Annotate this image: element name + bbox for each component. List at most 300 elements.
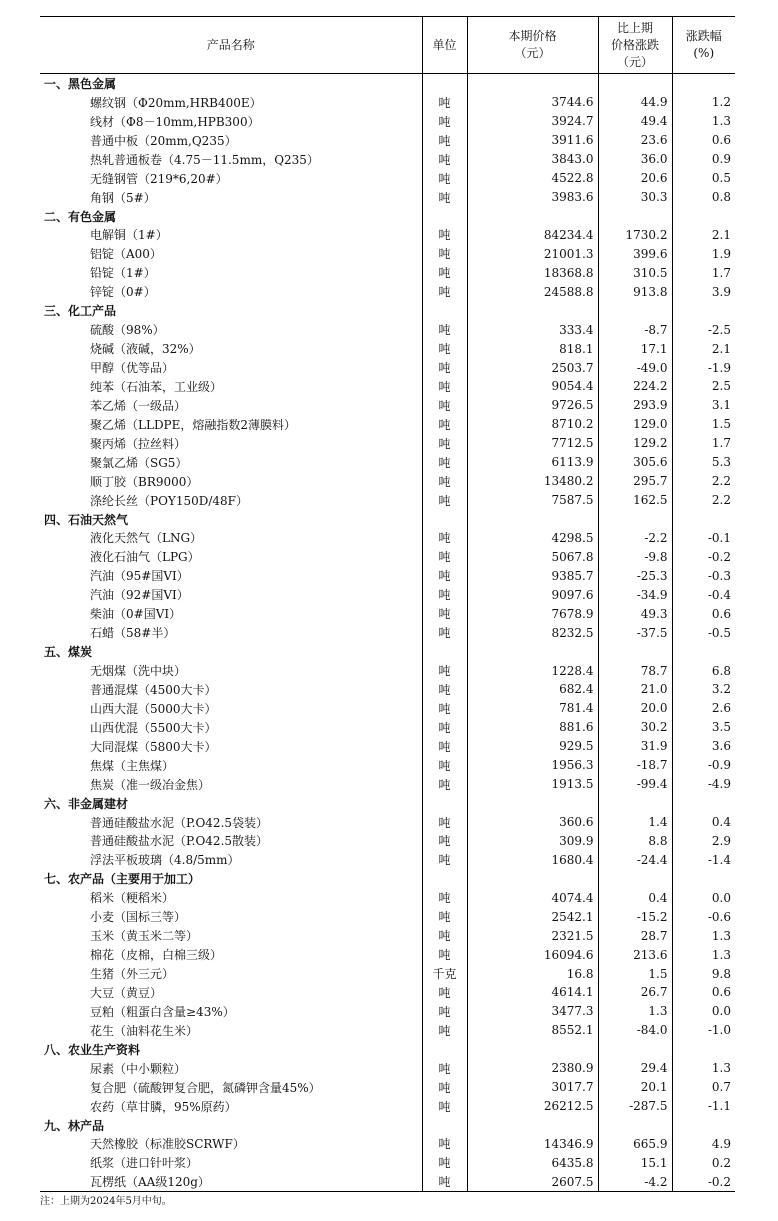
product-name: 山西优混（5500大卡）	[90, 720, 217, 735]
product-name: 汽油（92#国VI）	[90, 588, 189, 603]
pct-cell: 1.3	[672, 112, 735, 131]
table-row	[40, 926, 735, 945]
table-row	[40, 282, 735, 301]
table-row	[40, 396, 735, 415]
change-cell: -9.8	[598, 547, 672, 566]
price-cell: 333.4	[467, 320, 598, 339]
pct-cell: 2.1	[672, 339, 735, 358]
unit-cell: 吨	[422, 888, 467, 907]
unit-cell: 吨	[422, 756, 467, 775]
price-cell: 16.8	[467, 964, 598, 983]
change-cell: 310.5	[598, 263, 672, 282]
table-row	[40, 434, 735, 453]
unit-cell: 吨	[422, 983, 467, 1002]
price-table	[40, 16, 735, 1192]
product-name: 电解铜（1#）	[90, 228, 168, 243]
empty-cell	[672, 207, 735, 226]
table-row	[40, 188, 735, 207]
empty-cell	[422, 1040, 467, 1059]
price-cell: 3017.7	[467, 1078, 598, 1097]
unit-cell: 吨	[422, 832, 467, 851]
product-name: 瓦楞纸（AA级120g）	[40, 1172, 422, 1191]
product-name: 稻米（粳稻米）	[90, 891, 175, 906]
category-title: 六、非金属建材	[44, 796, 129, 811]
change-cell: -15.2	[598, 907, 672, 926]
change-cell: -37.5	[598, 623, 672, 642]
unit-cell: 吨	[422, 226, 467, 245]
table-row	[40, 699, 735, 718]
empty-cell	[422, 74, 467, 93]
unit-cell: 吨	[422, 358, 467, 377]
price-cell: 3983.6	[467, 188, 598, 207]
change-cell: -2.2	[598, 529, 672, 548]
price-cell: 7712.5	[467, 434, 598, 453]
price-cell: 6113.9	[467, 453, 598, 472]
change-cell: 20.6	[598, 169, 672, 188]
change-cell: 29.4	[598, 1059, 672, 1078]
table-row	[40, 1002, 735, 1021]
header-unit: 单位	[422, 17, 467, 74]
price-cell: 8232.5	[467, 623, 598, 642]
unit-cell: 吨	[422, 623, 467, 642]
pct-cell: 2.2	[672, 491, 735, 510]
table-row	[40, 718, 735, 737]
unit-cell: 吨	[422, 945, 467, 964]
pct-cell: -4.9	[672, 775, 735, 794]
pct-cell: 3.9	[672, 282, 735, 301]
unit-cell: 吨	[422, 699, 467, 718]
change-cell: -34.9	[598, 585, 672, 604]
unit-cell: 吨	[422, 1021, 467, 1040]
empty-cell	[672, 301, 735, 320]
product-name: 无缝钢管（219*6,20#）	[90, 171, 228, 186]
category-title: 八、农业生产资料	[44, 1042, 141, 1057]
category-title: 二、有色金属	[44, 209, 117, 224]
change-cell: 28.7	[598, 926, 672, 945]
price-cell: 1956.3	[467, 756, 598, 775]
product-name: 天然橡胶（标准胶SCRWF）	[90, 1137, 245, 1152]
change-cell: 49.3	[598, 604, 672, 623]
unit-cell: 吨	[422, 112, 467, 131]
empty-cell	[422, 510, 467, 529]
table-row	[40, 945, 735, 964]
product-name: 甲醇（优等品）	[90, 361, 175, 376]
unit-cell: 吨	[422, 585, 467, 604]
table-row	[40, 813, 735, 832]
unit-cell: 吨	[422, 1172, 467, 1191]
table-row	[40, 623, 735, 642]
product-name: 螺纹钢（Φ20mm,HRB400E）	[90, 95, 262, 110]
product-name: 线材（Φ8－10mm,HPB300）	[90, 114, 260, 129]
change-cell: 399.6	[598, 244, 672, 263]
pct-cell: 0.7	[672, 1078, 735, 1097]
table-row	[40, 1135, 735, 1154]
table-row	[40, 226, 735, 245]
product-name: 烧碱（液碱，32%）	[90, 342, 201, 357]
product-name: 大同混煤（5800大卡）	[90, 739, 217, 754]
table-row	[40, 964, 735, 983]
change-cell: -4.2	[598, 1172, 672, 1191]
price-cell: 682.4	[467, 680, 598, 699]
empty-cell	[467, 510, 598, 529]
empty-cell	[422, 869, 467, 888]
table-row	[40, 453, 735, 472]
empty-cell	[598, 642, 672, 661]
product-name: 角钢（5#）	[90, 190, 156, 205]
category-row	[40, 794, 735, 813]
price-cell: 1680.4	[467, 850, 598, 869]
footnote: 注：上期为2024年5月中旬。	[40, 1196, 172, 1207]
header-price-line1: 本期价格	[508, 29, 557, 43]
price-cell: 26212.5	[467, 1097, 598, 1116]
header-price-line2: （元）	[514, 46, 551, 60]
change-cell: -99.4	[598, 775, 672, 794]
category-title: 五、煤炭	[44, 645, 93, 660]
product-name: 锌锭（0#）	[90, 285, 156, 300]
price-cell: 7587.5	[467, 491, 598, 510]
header-pct: 涨跌幅 (%)	[672, 17, 735, 74]
unit-cell: 吨	[422, 926, 467, 945]
unit-cell: 吨	[422, 680, 467, 699]
change-cell: 20.0	[598, 699, 672, 718]
change-cell: 31.9	[598, 737, 672, 756]
empty-cell	[467, 869, 598, 888]
category-row	[40, 510, 735, 529]
change-cell: 129.2	[598, 434, 672, 453]
empty-cell	[598, 1040, 672, 1059]
price-cell: 3477.3	[467, 1002, 598, 1021]
price-cell: 3924.7	[467, 112, 598, 131]
pct-cell: 2.1	[672, 226, 735, 245]
price-cell: 4522.8	[467, 169, 598, 188]
table-row	[40, 566, 735, 585]
product-name: 液化天然气（LNG）	[90, 531, 203, 546]
price-cell: 8552.1	[467, 1021, 598, 1040]
unit-cell: 吨	[422, 1135, 467, 1154]
change-cell: -49.0	[598, 358, 672, 377]
unit-cell: 吨	[422, 604, 467, 623]
pct-cell: 5.3	[672, 453, 735, 472]
unit-cell: 吨	[422, 244, 467, 263]
product-name: 玉米（黄玉米二等）	[90, 929, 199, 944]
pct-cell: 0.6	[672, 983, 735, 1002]
price-cell: 18368.8	[467, 263, 598, 282]
product-name: 石蜡（58#半）	[90, 626, 176, 641]
unit-cell: 吨	[422, 907, 467, 926]
empty-cell	[467, 1040, 598, 1059]
unit-cell: 吨	[422, 491, 467, 510]
unit-cell: 吨	[422, 529, 467, 548]
table-row	[40, 661, 735, 680]
unit-cell: 吨	[422, 169, 467, 188]
pct-cell: 1.3	[672, 945, 735, 964]
product-name: 液化石油气（LPG）	[90, 550, 200, 565]
unit-cell: 吨	[422, 547, 467, 566]
product-name: 涤纶长丝（POY150D/48F）	[90, 493, 248, 508]
empty-cell	[672, 510, 735, 529]
empty-cell	[422, 642, 467, 661]
empty-cell	[422, 207, 467, 226]
price-cell: 3744.6	[467, 93, 598, 112]
table-row	[40, 472, 735, 491]
product-name: 焦煤（主焦煤）	[90, 758, 175, 773]
price-cell: 2503.7	[467, 358, 598, 377]
product-name: 豆粕（粗蛋白含量≥43%）	[90, 1004, 235, 1019]
pct-cell: 0.6	[672, 131, 735, 150]
pct-cell: 1.7	[672, 263, 735, 282]
product-name: 普通中板（20mm,Q235）	[90, 133, 237, 148]
price-cell: 9054.4	[467, 377, 598, 396]
unit-cell: 吨	[422, 131, 467, 150]
change-cell: -84.0	[598, 1021, 672, 1040]
change-cell: 49.4	[598, 112, 672, 131]
pct-cell: 4.9	[672, 1135, 735, 1154]
change-cell: 305.6	[598, 453, 672, 472]
table-row	[40, 131, 735, 150]
pct-cell: 1.7	[672, 434, 735, 453]
unit-cell: 吨	[422, 737, 467, 756]
pct-cell: -0.2	[672, 1172, 735, 1191]
change-cell: 295.7	[598, 472, 672, 491]
price-cell: 2607.5	[467, 1172, 598, 1191]
header-change	[598, 17, 672, 74]
table-row	[40, 529, 735, 548]
pct-cell: 0.2	[672, 1153, 735, 1172]
product-name: 铅锭（1#）	[90, 266, 156, 281]
pct-cell: 0.5	[672, 169, 735, 188]
change-cell: 15.1	[598, 1153, 672, 1172]
header-change-line3: （元）	[616, 54, 653, 69]
change-cell: -25.3	[598, 566, 672, 585]
product-name: 生猪（外三元）	[90, 967, 175, 982]
table-row	[40, 320, 735, 339]
unit-cell: 吨	[422, 320, 467, 339]
price-cell: 2380.9	[467, 1059, 598, 1078]
price-cell: 9726.5	[467, 396, 598, 415]
change-cell: 665.9	[598, 1135, 672, 1154]
pct-cell: -0.5	[672, 623, 735, 642]
empty-cell	[467, 74, 598, 93]
table-row	[40, 1059, 735, 1078]
unit-cell: 吨	[422, 150, 467, 169]
empty-cell	[598, 74, 672, 93]
empty-cell	[467, 794, 598, 813]
pct-cell: 2.6	[672, 699, 735, 718]
table-row	[40, 888, 735, 907]
product-name: 普通混煤（4500大卡）	[90, 682, 217, 697]
table-row	[40, 112, 735, 131]
unit-cell: 吨	[422, 661, 467, 680]
product-name: 普通硅酸盐水泥（P.O42.5散装）	[90, 834, 269, 849]
category-row	[40, 642, 735, 661]
price-cell: 9385.7	[467, 566, 598, 585]
product-name: 柴油（0#国VI）	[90, 607, 182, 622]
price-cell: 4074.4	[467, 888, 598, 907]
change-cell: 36.0	[598, 150, 672, 169]
change-cell: 23.6	[598, 131, 672, 150]
pct-cell: 1.3	[672, 926, 735, 945]
category-row	[40, 1116, 735, 1135]
table-row	[40, 150, 735, 169]
pct-cell: 3.1	[672, 396, 735, 415]
price-cell: 5067.8	[467, 547, 598, 566]
price-table-container	[40, 16, 735, 1192]
empty-cell	[672, 869, 735, 888]
change-cell: 1.3	[598, 1002, 672, 1021]
empty-cell	[467, 301, 598, 320]
change-cell: 8.8	[598, 832, 672, 851]
product-name: 汽油（95#国VI）	[90, 569, 189, 584]
price-cell: 21001.3	[467, 244, 598, 263]
product-name: 复合肥（硫酸钾复合肥，氮磷钾含量45%）	[90, 1080, 321, 1095]
unit-cell: 吨	[422, 1002, 467, 1021]
unit-cell: 吨	[422, 1097, 467, 1116]
unit-cell: 吨	[422, 1153, 467, 1172]
category-row	[40, 207, 735, 226]
product-name: 棉花（皮棉，白棉三级）	[90, 948, 223, 963]
change-cell: 224.2	[598, 377, 672, 396]
pct-cell: -0.4	[672, 585, 735, 604]
change-cell: 213.6	[598, 945, 672, 964]
empty-cell	[467, 207, 598, 226]
unit-cell: 吨	[422, 339, 467, 358]
category-title: 一、黑色金属	[44, 76, 117, 91]
pct-cell: -0.9	[672, 756, 735, 775]
product-name: 花生（油料花生米）	[90, 1023, 199, 1038]
table-body	[40, 74, 735, 1192]
empty-cell	[672, 642, 735, 661]
price-cell: 24588.8	[467, 282, 598, 301]
price-cell: 13480.2	[467, 472, 598, 491]
table-row	[40, 756, 735, 775]
pct-cell: -0.2	[672, 547, 735, 566]
change-cell: 913.8	[598, 282, 672, 301]
unit-cell: 吨	[422, 453, 467, 472]
change-cell: 78.7	[598, 661, 672, 680]
category-row	[40, 74, 735, 93]
pct-cell: -1.0	[672, 1021, 735, 1040]
pct-cell: 0.4	[672, 813, 735, 832]
header-price	[467, 17, 598, 74]
price-cell: 929.5	[467, 737, 598, 756]
price-cell: 7678.9	[467, 604, 598, 623]
table-row	[40, 491, 735, 510]
price-cell: 16094.6	[467, 945, 598, 964]
product-name: 硫酸（98%）	[90, 323, 165, 338]
change-cell: -8.7	[598, 320, 672, 339]
pct-cell: -2.5	[672, 320, 735, 339]
pct-cell: 9.8	[672, 964, 735, 983]
empty-cell	[598, 301, 672, 320]
change-cell: 17.1	[598, 339, 672, 358]
price-cell: 3911.6	[467, 131, 598, 150]
price-cell: 881.6	[467, 718, 598, 737]
empty-cell	[467, 1116, 598, 1135]
table-row	[40, 1021, 735, 1040]
category-row	[40, 869, 735, 888]
pct-cell: 0.6	[672, 604, 735, 623]
pct-cell: 3.5	[672, 718, 735, 737]
unit-cell: 吨	[422, 775, 467, 794]
pct-cell: 0.0	[672, 888, 735, 907]
price-cell: 2321.5	[467, 926, 598, 945]
pct-cell: 1.2	[672, 93, 735, 112]
category-row	[40, 1040, 735, 1059]
empty-cell	[672, 1040, 735, 1059]
product-name: 铝锭（A00）	[90, 247, 162, 262]
unit-cell: 吨	[422, 263, 467, 282]
change-cell: 20.1	[598, 1078, 672, 1097]
category-row	[40, 301, 735, 320]
product-name: 普通硅酸盐水泥（P.O42.5袋装）	[90, 815, 269, 830]
unit-cell: 吨	[422, 188, 467, 207]
product-name: 无烟煤（洗中块）	[90, 664, 187, 679]
unit-cell: 吨	[422, 850, 467, 869]
product-name: 尿素（中小颗粒）	[90, 1061, 187, 1076]
table-row	[40, 358, 735, 377]
price-cell: 2542.1	[467, 907, 598, 926]
price-cell: 781.4	[467, 699, 598, 718]
table-row	[40, 169, 735, 188]
pct-cell: 1.5	[672, 415, 735, 434]
header-name: 产品名称	[40, 17, 422, 74]
price-cell: 360.6	[467, 813, 598, 832]
pct-cell: 2.5	[672, 377, 735, 396]
change-cell: 0.4	[598, 888, 672, 907]
empty-cell	[672, 1116, 735, 1135]
pct-cell: 6.8	[672, 661, 735, 680]
table-row	[40, 1078, 735, 1097]
price-cell: 3843.0	[467, 150, 598, 169]
change-cell: 293.9	[598, 396, 672, 415]
product-name: 聚氯乙烯（SG5）	[90, 455, 188, 470]
table-row	[40, 339, 735, 358]
unit-cell: 吨	[422, 434, 467, 453]
product-name: 浮法平板玻璃（4.8/5mm）	[90, 853, 240, 868]
unit-cell: 吨	[422, 415, 467, 434]
empty-cell	[422, 794, 467, 813]
product-name: 大豆（黄豆）	[90, 985, 163, 1000]
pct-cell: -0.3	[672, 566, 735, 585]
unit-cell: 吨	[422, 377, 467, 396]
change-cell: 1.5	[598, 964, 672, 983]
unit-cell: 吨	[422, 282, 467, 301]
change-cell: 30.3	[598, 188, 672, 207]
product-name: 顺丁胶（BR9000）	[90, 474, 199, 489]
change-cell: 30.2	[598, 718, 672, 737]
table-row	[40, 775, 735, 794]
empty-cell	[672, 794, 735, 813]
price-cell: 84234.4	[467, 226, 598, 245]
price-cell: 309.9	[467, 832, 598, 851]
table-row	[40, 1172, 735, 1191]
change-cell: 21.0	[598, 680, 672, 699]
change-cell: -287.5	[598, 1097, 672, 1116]
product-name: 纸浆（进口针叶浆）	[90, 1156, 199, 1171]
unit-cell: 吨	[422, 1059, 467, 1078]
pct-cell: -1.1	[672, 1097, 735, 1116]
table-row	[40, 585, 735, 604]
product-name: 纯苯（石油苯，工业级）	[90, 379, 223, 394]
category-title: 三、化工产品	[44, 304, 117, 319]
category-title: 四、石油天然气	[44, 512, 129, 527]
pct-cell: 3.6	[672, 737, 735, 756]
unit-cell: 吨	[422, 396, 467, 415]
table-row	[40, 1153, 735, 1172]
product-name: 焦炭（准一级冶金焦）	[90, 777, 211, 792]
unit-cell: 吨	[422, 1078, 467, 1097]
table-row	[40, 983, 735, 1002]
